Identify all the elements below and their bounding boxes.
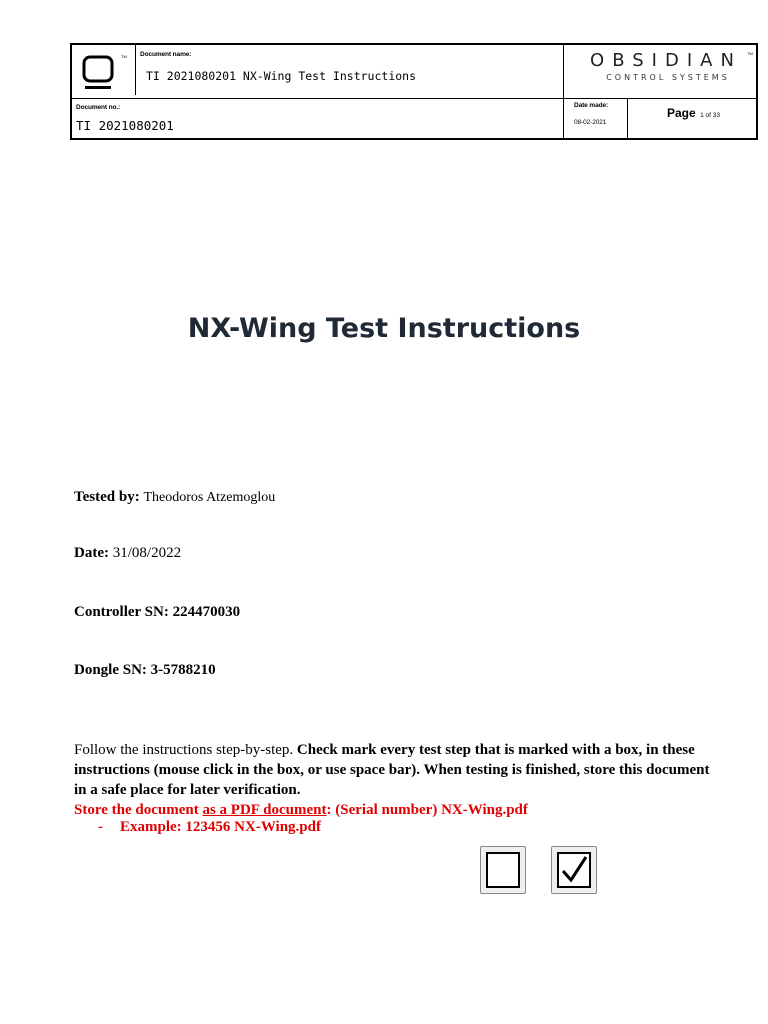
instructions-normal-text: Follow the instructions step-by-step. <box>74 742 297 758</box>
checkbox-square <box>557 852 591 888</box>
checkbox-square <box>486 852 520 888</box>
date-made-value: 08-02-2021 <box>574 119 607 126</box>
store-prefix: Store the document <box>74 802 203 818</box>
document-header <box>70 43 758 140</box>
example-text: Example: 123456 NX-Wing.pdf <box>120 819 321 835</box>
example-line <box>98 819 321 836</box>
unchecked-checkbox[interactable] <box>480 846 526 894</box>
document-name-label: Document name: <box>140 51 192 58</box>
field-value: Theodoros Atzemoglou <box>143 490 276 505</box>
header-divider <box>135 45 136 95</box>
page-number: 1 of 33 <box>700 112 721 119</box>
trademark-mark: TM <box>121 54 127 59</box>
brand-subtitle: CONTROL SYSTEMS <box>606 73 730 82</box>
brand-name: OBSIDIAN <box>590 50 742 71</box>
store-underline: as a PDF document <box>202 802 327 818</box>
obsidian-logo-icon <box>82 55 116 91</box>
dongle-sn-field <box>74 662 216 679</box>
tested-by-field <box>74 489 275 506</box>
brand-trademark: TM <box>747 51 753 56</box>
header-divider <box>627 98 628 138</box>
field-label: Controller SN: <box>74 604 169 620</box>
store-suffix: : (Serial number) NX-Wing.pdf <box>326 802 528 818</box>
field-label: Dongle SN: <box>74 662 147 678</box>
document-title: NX-Wing Test Instructions <box>187 313 581 344</box>
checkmark-icon <box>559 854 589 886</box>
instructions-paragraph <box>74 740 714 820</box>
field-value: 31/08/2022 <box>112 545 182 561</box>
instructions-bold-text: Check mark every test step that is marked with a box, in these instructions (mouse click in the box, or use space bar). When testing is finished, store this document in a safe place for later verification. <box>74 742 710 798</box>
field-value: 224470030 <box>172 604 241 620</box>
header-divider <box>72 98 756 99</box>
field-value: 3-5788210 <box>150 662 216 678</box>
date-made-label: Date made: <box>574 102 609 109</box>
example-dash: - <box>98 819 103 835</box>
date-field <box>74 545 181 562</box>
field-label: Tested by: <box>74 489 140 505</box>
document-no-label: Document no.: <box>76 104 121 111</box>
field-label: Date: <box>74 545 109 561</box>
document-name-value: TI 2021080201 NX-Wing Test Instructions <box>146 69 417 83</box>
page-indicator <box>667 104 720 122</box>
controller-sn-field <box>74 604 240 621</box>
document-no-value: TI 2021080201 <box>76 118 174 133</box>
header-divider <box>563 45 564 138</box>
checked-checkbox[interactable] <box>551 846 597 894</box>
page-label: Page <box>667 106 696 120</box>
